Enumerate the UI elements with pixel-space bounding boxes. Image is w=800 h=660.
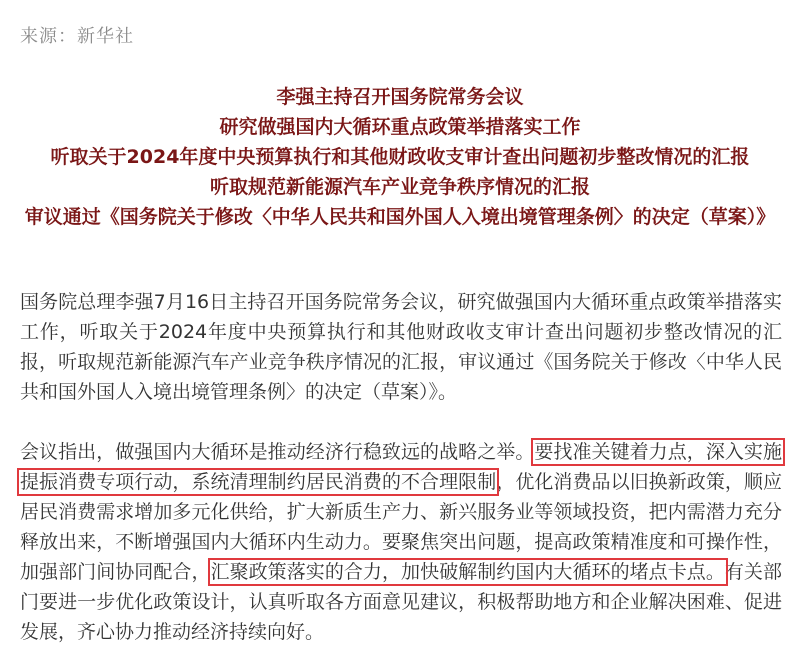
headline-5: 审议通过《国务院关于修改〈中华人民共和国外国人入境出境管理条例〉的决定（草案）》 bbox=[24, 206, 776, 228]
headline-2: 研究做强国内大循环重点政策举措落实工作 bbox=[219, 116, 581, 138]
source-label: 来源：新华社 bbox=[20, 26, 134, 47]
paragraph-2-text-2: ，优化消费品以旧换新政策，顺应居民消费需求增加多元化供给，扩大新质生产力、新兴服务业等领域投资，把内需潜力充分释放出来，不断增强国内大循环内生动力。要聚焦突出问题，提高政策精准度和可操作性，加强部门间协同配合， bbox=[20, 471, 782, 583]
headline-3: 听取关于2024年度中央预算执行和其他财政收支审计查出问题初步整改情况的汇报 bbox=[50, 146, 750, 168]
headline-1: 李强主持召开国务院常务会议 bbox=[276, 86, 524, 108]
highlighted-text-1: 要找准关键着力点，深入实施提振消费专项行动，系统清理制约居民消费的不合理限制 bbox=[20, 441, 782, 493]
paragraph-2-text-1: 会议指出，做强国内大循环是推动经济行稳致远的战略之举。 bbox=[20, 441, 535, 463]
paragraph-2-text-3: 有关部门要进一步优化政策设计，认真听取各方面意见建议，积极帮助地方和企业解决困难、促进发展，齐心协力推动经济持续向好。 bbox=[20, 561, 782, 643]
headline-block bbox=[20, 82, 780, 232]
headline-4: 听取规范新能源汽车产业竞争秩序情况的汇报 bbox=[209, 176, 590, 198]
highlighted-text-2: 汇聚政策落实的合力，加快破解制约国内大循环的堵点卡点。 bbox=[210, 561, 725, 583]
article-paragraph-1: 国务院总理李强7月16日主持召开国务院常务会议，研究做强国内大循环重点政策举措落实工作，听取关于2024年度中央预算执行和其他财政收支审计查出问题初步整改情况的汇报，听取规范新能源汽车产业竞争秩序情况的汇报，审议通过《国务院关于修改〈中华人民共和国外国人入境出境管理条例〉的决定（草案）》。 bbox=[20, 291, 782, 403]
article-paragraph-2 bbox=[20, 437, 782, 647]
